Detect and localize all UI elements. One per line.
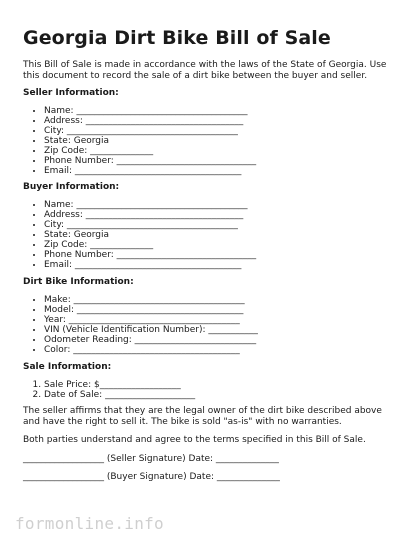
list-item: • City: ______________________________________ (44, 126, 256, 136)
list-item: • Name: ______________________________________ (44, 200, 256, 210)
seller-list (23, 106, 256, 176)
list-item: • VIN (Vehicle Identification Number): ___________ (44, 325, 258, 335)
list-item: • Address: ___________________________________ (44, 116, 256, 126)
agree-paragraph: Both parties understand and agree to the terms specified in this Bill of Sale. (23, 435, 366, 445)
buyer-list (23, 200, 256, 270)
list-item: • Phone Number: _______________________________ (44, 250, 256, 260)
list-item: • Address: ___________________________________ (44, 210, 256, 220)
bike-heading: Dirt Bike Information: (23, 277, 134, 287)
list-item: • Email: _____________________________________ (44, 166, 256, 176)
list-item: • Odometer Reading: ___________________________ (44, 335, 258, 345)
list-item: • Name: ______________________________________ (44, 106, 256, 116)
buyer-heading: Buyer Information: (23, 182, 120, 192)
seller-heading: Seller Information: (23, 88, 119, 98)
list-item: • Color: _____________________________________ (44, 345, 258, 355)
list-item: • Zip Code: ______________ (44, 146, 256, 156)
page-title: Georgia Dirt Bike Bill of Sale (23, 27, 331, 49)
list-item: • Phone Number: _______________________________ (44, 156, 256, 166)
list-item: • Year: ______________________________________ (44, 315, 258, 325)
list-item: • Email: _____________________________________ (44, 260, 256, 270)
sale-list (23, 380, 195, 400)
affirm-paragraph: The seller affirms that they are the legal owner of the dirt bike described above and have the right to sell it. The bike is sold "as-is" with no warranties. (23, 406, 382, 427)
watermark: formonline.info (15, 514, 164, 533)
list-item: 1. Sale Price: $__________________ (44, 380, 195, 390)
list-item: • City: ______________________________________ (44, 220, 256, 230)
list-item: • Make: ______________________________________ (44, 295, 258, 305)
seller-signature-line: __________________ (Seller Signature) Date: ______________ (23, 454, 279, 464)
list-item: • Zip Code: ______________ (44, 240, 256, 250)
list-item: • State: Georgia (44, 230, 256, 240)
list-item: 2. Date of Sale: ____________________ (44, 390, 195, 400)
intro-paragraph: This Bill of Sale is made in accordance with the laws of the State of Georgia. Use this document to record the sale of a dirt bike between the buyer and seller. (23, 60, 387, 81)
list-item: • State: Georgia (44, 136, 256, 146)
list-item: • Model: _____________________________________ (44, 305, 258, 315)
bike-list (23, 295, 258, 355)
sale-heading: Sale Information: (23, 362, 112, 372)
buyer-signature-line: __________________ (Buyer Signature) Date: ______________ (23, 472, 280, 482)
